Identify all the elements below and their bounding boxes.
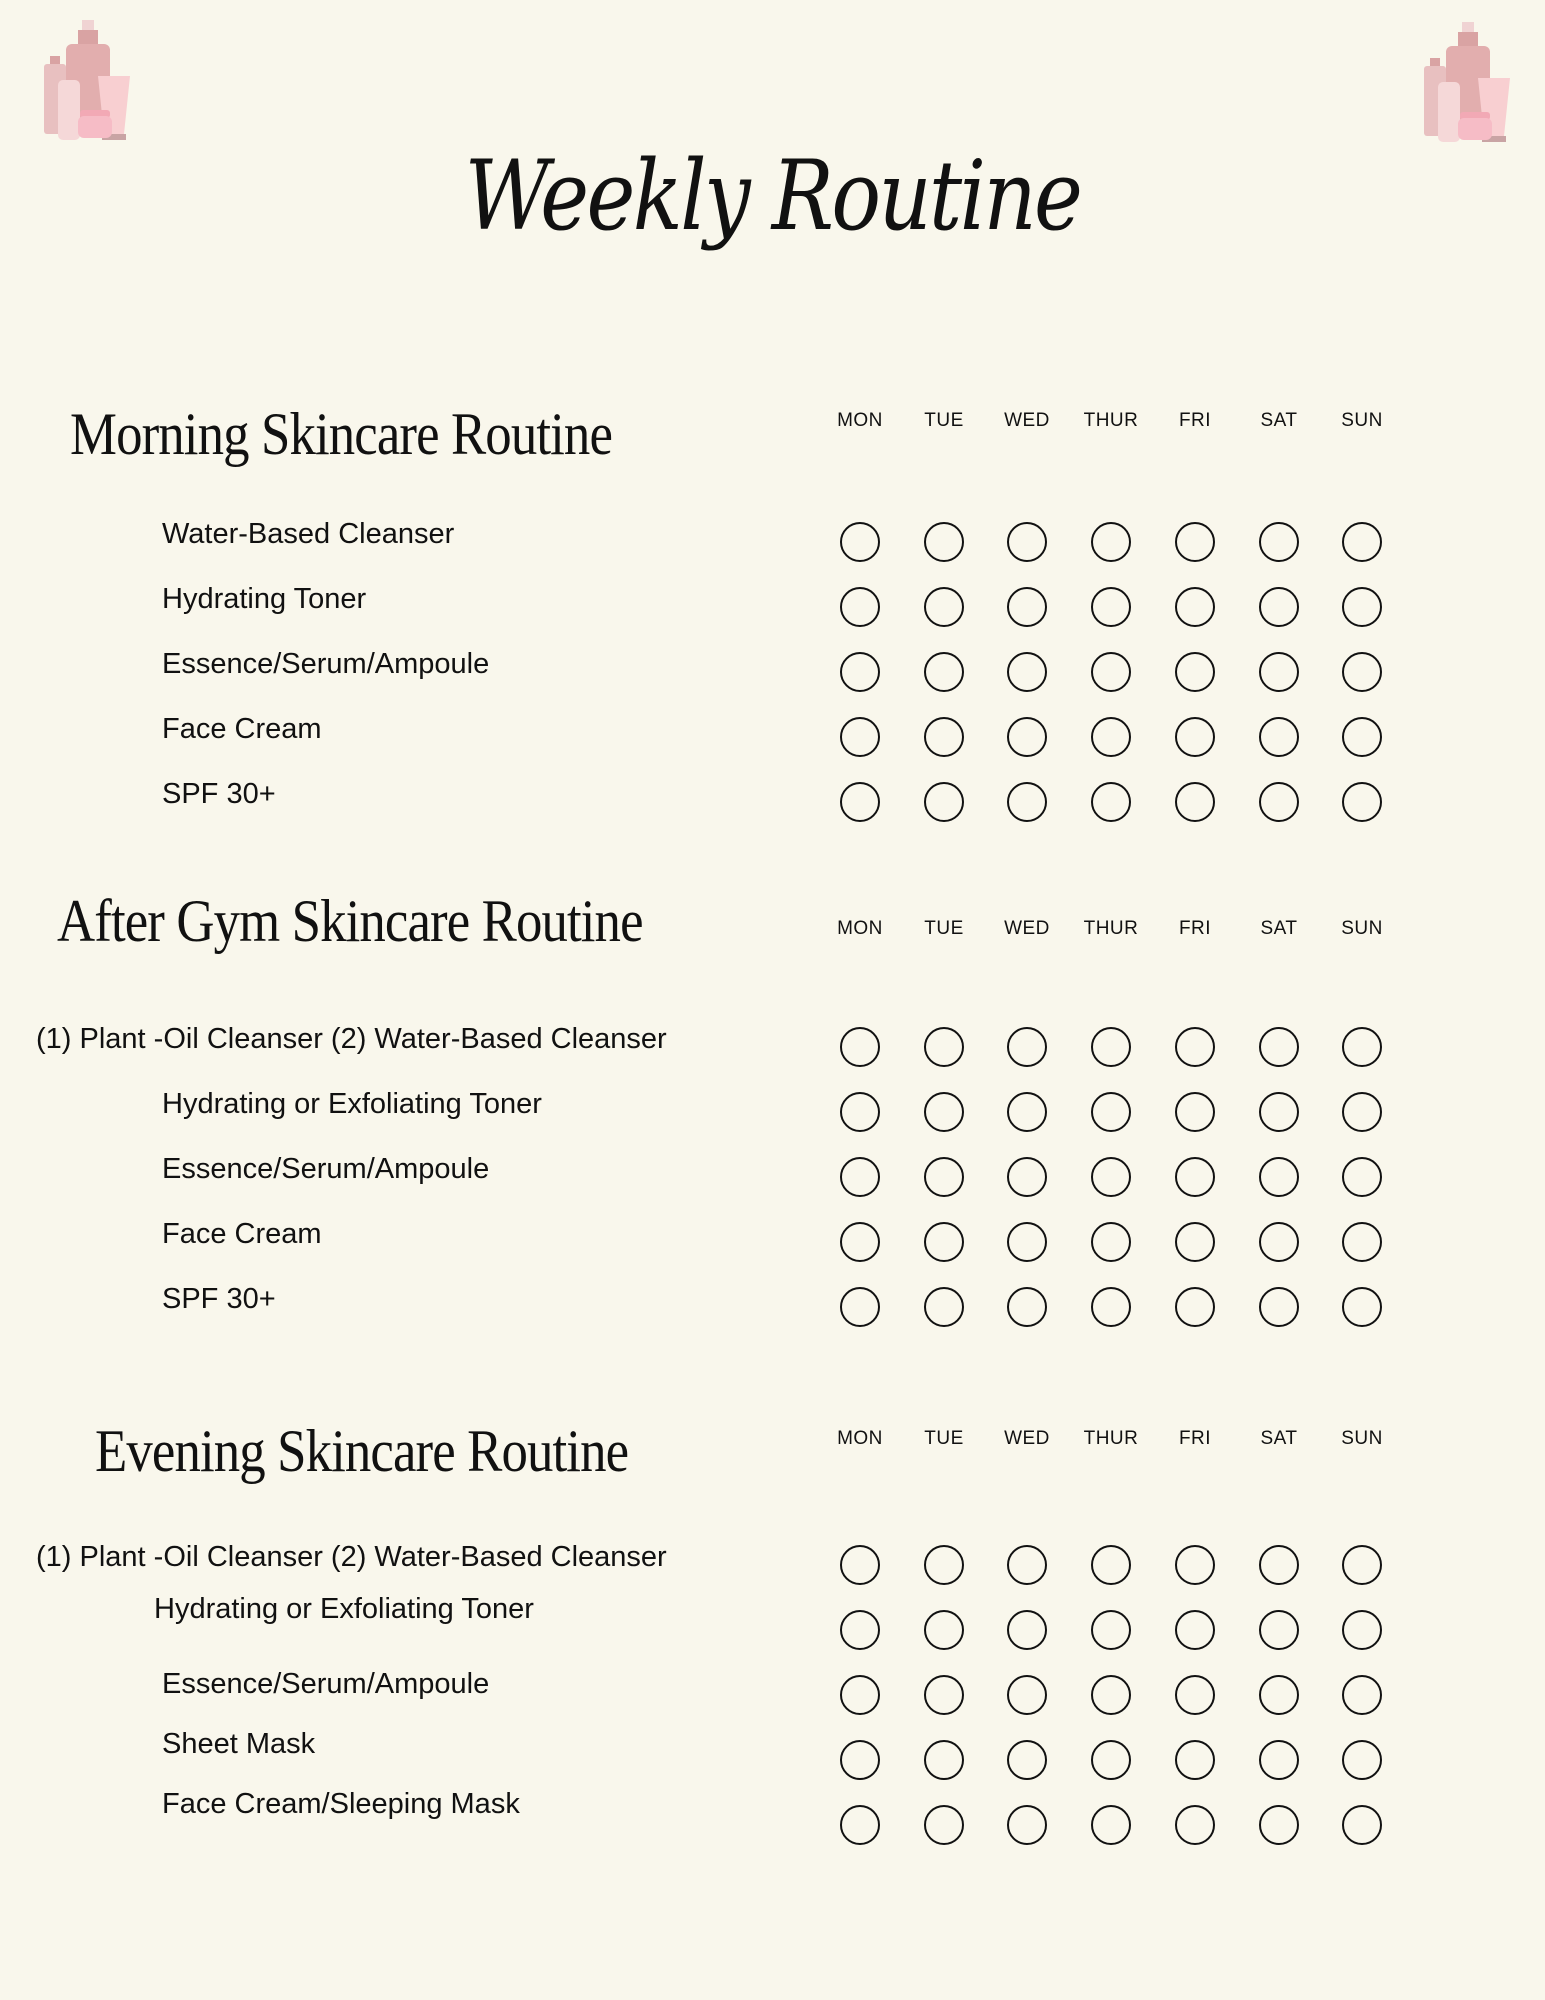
checkbox-sat[interactable] [1259,1287,1299,1327]
day-header-wed: WED [1004,918,1050,939]
day-header-sun: SUN [1341,1428,1383,1449]
checkbox-sun[interactable] [1342,1222,1382,1262]
checkbox-tue[interactable] [924,1027,964,1067]
checkbox-wed[interactable] [1007,587,1047,627]
checkbox-sat[interactable] [1259,1027,1299,1067]
checkbox-sat[interactable] [1259,522,1299,562]
checkbox-fri[interactable] [1175,1610,1215,1650]
checkbox-wed[interactable] [1007,1805,1047,1845]
checkbox-thur[interactable] [1091,1287,1131,1327]
checkbox-tue[interactable] [924,1805,964,1845]
checkbox-sat[interactable] [1259,1092,1299,1132]
checkbox-fri[interactable] [1175,1545,1215,1585]
checkbox-wed[interactable] [1007,652,1047,692]
day-header-mon: MON [837,918,883,939]
checkbox-sat[interactable] [1259,1740,1299,1780]
checkbox-sun[interactable] [1342,1740,1382,1780]
day-header-mon: MON [837,410,883,431]
checkbox-sat[interactable] [1259,1545,1299,1585]
step-label: Essence/Serum/Ampoule [162,648,490,680]
checkbox-sun[interactable] [1342,1027,1382,1067]
checkbox-tue[interactable] [924,587,964,627]
day-header-thur: THUR [1083,1428,1139,1449]
day-header-fri: FRI [1178,1428,1212,1449]
day-header-wed: WED [1004,1428,1050,1449]
checkbox-sun[interactable] [1342,782,1382,822]
step-label: Face Cream [162,1218,322,1250]
checkbox-tue[interactable] [924,1675,964,1715]
checkbox-mon[interactable] [840,1675,880,1715]
day-header-mon: MON [837,1428,883,1449]
checkbox-fri[interactable] [1175,1287,1215,1327]
checkbox-mon[interactable] [840,1287,880,1327]
checkbox-tue[interactable] [924,782,964,822]
checkbox-thur[interactable] [1091,522,1131,562]
checkbox-sat[interactable] [1259,1222,1299,1262]
checkbox-sun[interactable] [1342,1157,1382,1197]
checkbox-mon[interactable] [840,587,880,627]
day-header-thur: THUR [1083,918,1139,939]
section-title: Morning Skincare Routine [70,401,612,467]
checkbox-sun[interactable] [1342,522,1382,562]
checkbox-sat[interactable] [1259,1610,1299,1650]
checkbox-fri[interactable] [1175,717,1215,757]
checkbox-tue[interactable] [924,1287,964,1327]
step-label: SPF 30+ [162,778,276,810]
checkbox-thur[interactable] [1091,1805,1131,1845]
checkbox-fri[interactable] [1175,1675,1215,1715]
checkbox-thur[interactable] [1091,1027,1131,1067]
checkbox-thur[interactable] [1091,1157,1131,1197]
step-label: Essence/Serum/Ampoule [162,1668,490,1700]
checkbox-mon[interactable] [840,1222,880,1262]
checkbox-fri[interactable] [1175,1740,1215,1780]
checkbox-thur[interactable] [1091,1092,1131,1132]
checkbox-sun[interactable] [1342,1287,1382,1327]
checkbox-wed[interactable] [1007,1027,1047,1067]
checkbox-wed[interactable] [1007,782,1047,822]
checkbox-wed[interactable] [1007,1287,1047,1327]
checkbox-tue[interactable] [924,652,964,692]
checkbox-fri[interactable] [1175,1092,1215,1132]
checkbox-thur[interactable] [1091,1740,1131,1780]
checkbox-wed[interactable] [1007,1157,1047,1197]
step-label: Hydrating or Exfoliating Toner [162,1088,542,1120]
checkbox-sat[interactable] [1259,782,1299,822]
checkbox-wed[interactable] [1007,1610,1047,1650]
checkbox-mon[interactable] [840,1027,880,1067]
checkbox-wed[interactable] [1007,1092,1047,1132]
day-header-tue: TUE [924,410,964,431]
checkbox-thur[interactable] [1091,782,1131,822]
step-label: Water-Based Cleanser [162,518,455,550]
checkbox-mon[interactable] [840,1805,880,1845]
checkbox-thur[interactable] [1091,1675,1131,1715]
day-header-sat: SAT [1260,1428,1298,1449]
checkbox-fri[interactable] [1175,522,1215,562]
checkbox-fri[interactable] [1175,1027,1215,1067]
checkbox-fri[interactable] [1175,782,1215,822]
checkbox-sun[interactable] [1342,1092,1382,1132]
checkbox-wed[interactable] [1007,1740,1047,1780]
checkbox-thur[interactable] [1091,717,1131,757]
checkbox-tue[interactable] [924,1545,964,1585]
checkbox-mon[interactable] [840,717,880,757]
step-label: Essence/Serum/Ampoule [162,1153,490,1185]
step-label: SPF 30+ [162,1283,276,1315]
checkbox-mon[interactable] [840,1092,880,1132]
checkbox-tue[interactable] [924,1092,964,1132]
day-header-fri: FRI [1178,918,1212,939]
checkbox-sun[interactable] [1342,1675,1382,1715]
checkbox-mon[interactable] [840,1610,880,1650]
checkbox-thur[interactable] [1091,587,1131,627]
day-header-sun: SUN [1341,918,1383,939]
checkbox-sat[interactable] [1259,652,1299,692]
checkbox-mon[interactable] [840,1157,880,1197]
checkbox-sat[interactable] [1259,717,1299,757]
skincare-bottles-icon [36,20,136,145]
checkbox-fri[interactable] [1175,587,1215,627]
checkbox-fri[interactable] [1175,652,1215,692]
page-title: Weekly Routine [464,140,1081,252]
checkbox-sun[interactable] [1342,1545,1382,1585]
checkbox-mon[interactable] [840,1740,880,1780]
step-label: (1) Plant -Oil Cleanser (2) Water-Based Cleanser [36,1023,667,1055]
checkbox-sat[interactable] [1259,1675,1299,1715]
step-label: Face Cream/Sleeping Mask [162,1788,520,1820]
checkbox-wed[interactable] [1007,717,1047,757]
day-header-wed: WED [1004,410,1050,431]
checkbox-tue[interactable] [924,1157,964,1197]
checkbox-sat[interactable] [1259,1805,1299,1845]
checkbox-fri[interactable] [1175,1157,1215,1197]
checkbox-sat[interactable] [1259,587,1299,627]
checkbox-thur[interactable] [1091,1222,1131,1262]
checkbox-sun[interactable] [1342,717,1382,757]
checkbox-mon[interactable] [840,782,880,822]
checkbox-thur[interactable] [1091,652,1131,692]
step-label: (1) Plant -Oil Cleanser (2) Water-Based Cleanser [36,1541,667,1573]
day-header-tue: TUE [924,918,964,939]
checkbox-mon[interactable] [840,652,880,692]
day-header-fri: FRI [1178,410,1212,431]
checkbox-thur[interactable] [1091,1610,1131,1650]
checkbox-wed[interactable] [1007,522,1047,562]
checkbox-sun[interactable] [1342,587,1382,627]
checkbox-fri[interactable] [1175,1805,1215,1845]
checkbox-sat[interactable] [1259,1157,1299,1197]
checkbox-tue[interactable] [924,1740,964,1780]
step-label: Hydrating or Exfoliating Toner [154,1593,534,1625]
day-header-tue: TUE [924,1428,964,1449]
checkbox-tue[interactable] [924,522,964,562]
section-title: After Gym Skincare Routine [57,888,643,954]
checkbox-wed[interactable] [1007,1545,1047,1585]
checkbox-tue[interactable] [924,1222,964,1262]
checkbox-thur[interactable] [1091,1545,1131,1585]
step-label: Face Cream [162,713,322,745]
checkbox-fri[interactable] [1175,1222,1215,1262]
step-label: Hydrating Toner [162,583,367,615]
checkbox-mon[interactable] [840,1545,880,1585]
checkbox-sun[interactable] [1342,1805,1382,1845]
checkbox-tue[interactable] [924,1610,964,1650]
day-header-sun: SUN [1341,410,1383,431]
day-header-sat: SAT [1260,918,1298,939]
day-header-sat: SAT [1260,410,1298,431]
section-title: Evening Skincare Routine [95,1418,629,1484]
day-header-thur: THUR [1083,410,1139,431]
checkbox-wed[interactable] [1007,1222,1047,1262]
checkbox-wed[interactable] [1007,1675,1047,1715]
step-label: Sheet Mask [162,1728,316,1760]
checkbox-sun[interactable] [1342,652,1382,692]
checkbox-mon[interactable] [840,522,880,562]
skincare-bottles-icon [1416,22,1516,147]
checkbox-sun[interactable] [1342,1610,1382,1650]
checkbox-tue[interactable] [924,717,964,757]
